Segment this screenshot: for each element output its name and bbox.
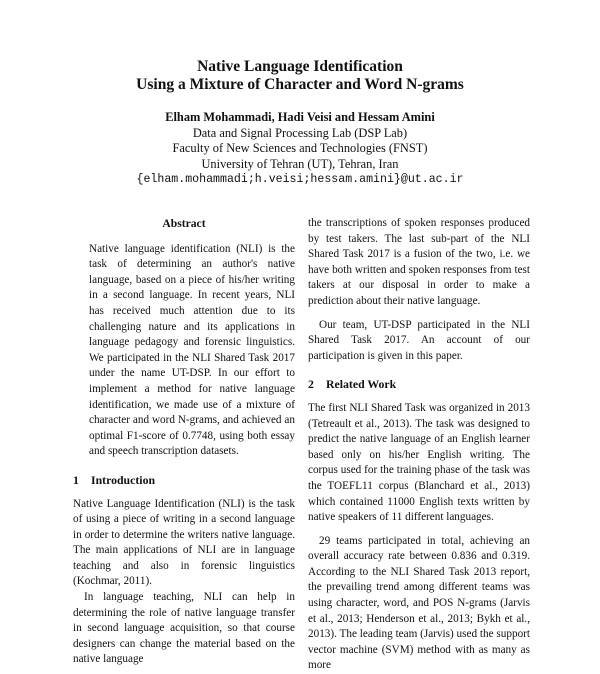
author-names: Elham Mohammadi, Hadi Veisi and Hessam Amini bbox=[165, 110, 435, 124]
related-paragraph-1: The first NLI Shared Task was organized in 2013 (Tetreault et al., 2013). The task was designed to predict the native language of an English learner based only on his/her English writing. The corpus used for the training phase of the task was the TOEFL11 corpus (Blanchard et al., 2013) which contained 11000 English texts written by native speakers of 11 different languages. bbox=[308, 401, 530, 524]
author-block bbox=[0, 110, 600, 188]
intro-paragraph-1: Native Language Identification (NLI) is the task of using a piece of writing in a second language in order to determine the writers native language. The main applications of NLI are in language teaching and also in forensic linguistics (Kochmar, 2011). bbox=[73, 497, 295, 588]
abstract-heading: Abstract bbox=[162, 217, 206, 230]
affiliation-lab: Data and Signal Processing Lab (DSP Lab) bbox=[192, 125, 408, 140]
right-column bbox=[308, 216, 530, 674]
abstract-text: Native language identification (NLI) is the task of determining an author's native language, based on a piece of his/her writing in a second language. In recent years, NLI has received much attention due to its challenging nature and its applications in language pedagogy and forensic linguistics. We participated in the NLI Shared Task 2017 under the name UT-DSP. In our effort to implement a method for native language identification, we made use of a mixture of character and word N-grams, and achieved an optimal F1-score of 0.7748, using both essay and speech transcription datasets. bbox=[89, 242, 295, 458]
left-column bbox=[73, 216, 295, 668]
section-heading-related-work bbox=[308, 377, 530, 393]
intro-continued-paragraph: the transcriptions of spoken responses produced by test takers. The last sub-part of the NLI Shared Task 2017 is a fusion of the two, i.e. we have both written and spoken responses from test takers at our disposal in order to make a prediction about their native language. bbox=[308, 217, 530, 307]
section-number: 2 bbox=[308, 377, 314, 392]
paper-title bbox=[0, 58, 600, 94]
section-heading-introduction bbox=[73, 473, 295, 489]
team-paragraph: Our team, UT-DSP participated in the NLI Shared Task 2017. An account of our participation is given in this paper. bbox=[308, 318, 530, 362]
intro-paragraph-2: In language teaching, NLI can help in determining the role of native language transfer in second language acquisition, so that course designers can change the material based on the native language bbox=[73, 591, 295, 666]
section-title: Related Work bbox=[326, 377, 397, 392]
author-emails: {elham.mohammadi;h.veisi;hessam.amini}@ut.ac.ir bbox=[136, 173, 464, 186]
affiliation-university: University of Tehran (UT), Tehran, Iran bbox=[201, 156, 399, 171]
affiliation-faculty: Faculty of New Sciences and Technologies (FNST) bbox=[172, 141, 428, 155]
section-title: Introduction bbox=[91, 472, 156, 487]
title-line-2: Using a Mixture of Character and Word N-grams bbox=[136, 76, 464, 93]
section-number: 1 bbox=[73, 472, 79, 487]
title-line-1: Native Language Identification bbox=[197, 58, 403, 75]
related-paragraph-2: 29 teams participated in total, achieving an overall accuracy rate between 0.836 and 0.319. According to the NLI Shared Task 2013 report, the prevailing trend among different teams was using character, word, and POS N-grams (Jarvis et al., 2013; Henderson et al., 2013; Bykh et al., 2013). The leading team (Jarvis) used the support vector machine (SVM) method with as many as more bbox=[308, 534, 530, 672]
